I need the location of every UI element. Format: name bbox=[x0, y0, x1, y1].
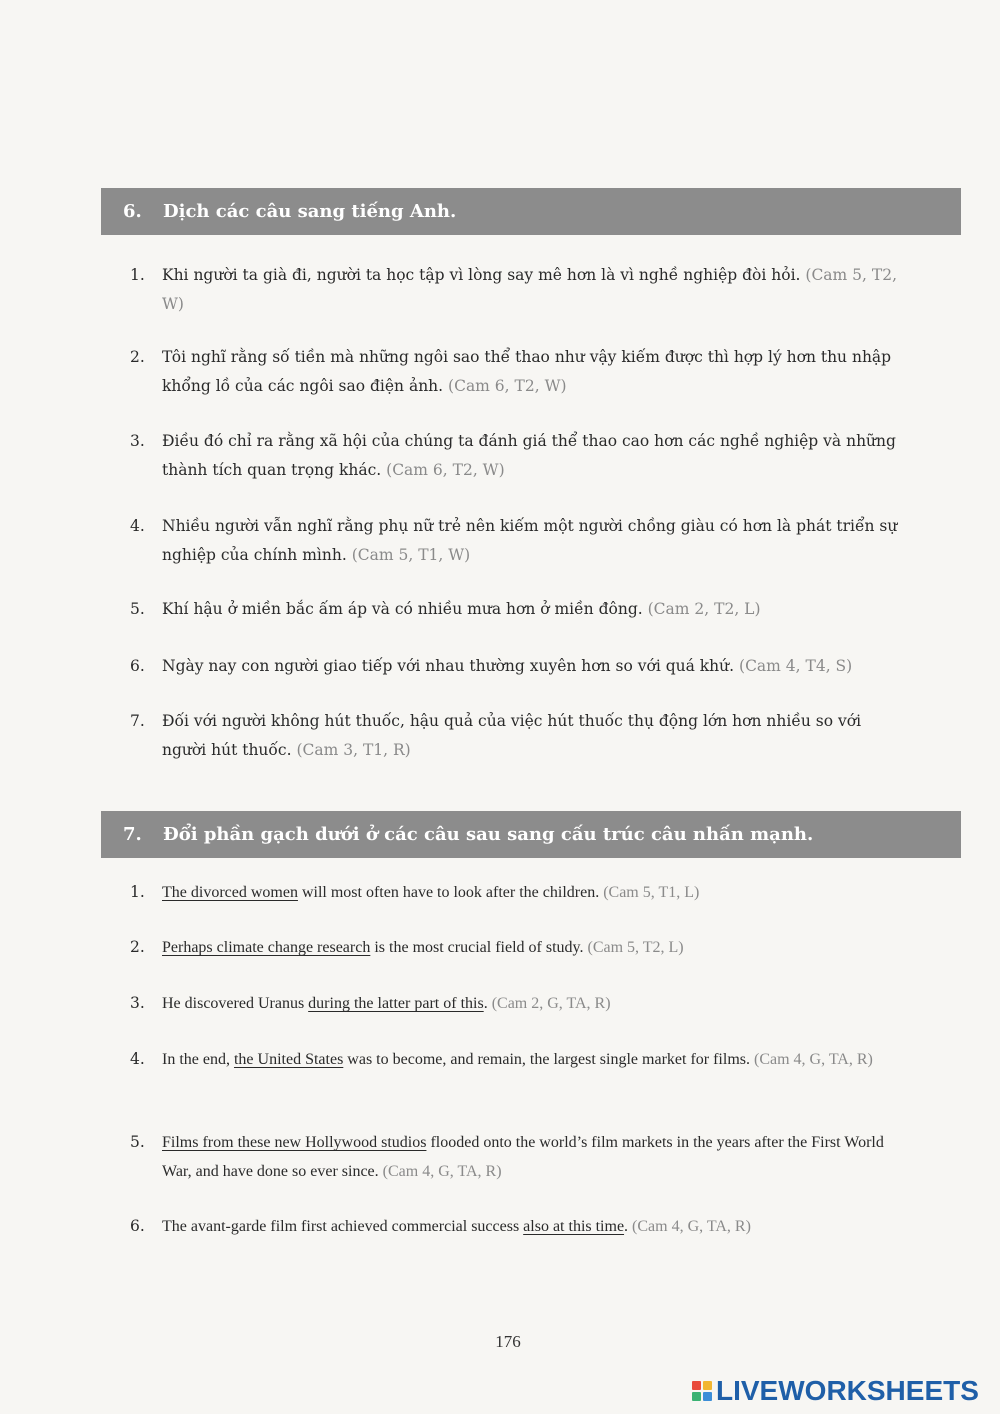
item-text-after: is the most crucial field of study. bbox=[370, 939, 584, 956]
section-7-item-3 bbox=[130, 989, 900, 1018]
item-text-before: He discovered Uranus bbox=[162, 995, 309, 1012]
section-7-number: 7. bbox=[123, 824, 142, 845]
item-text-after: will most often have to look after the children. bbox=[297, 884, 600, 901]
item-reference: (Cam 2, T2, L) bbox=[647, 600, 761, 618]
item-text-before: In the end, bbox=[162, 1051, 234, 1068]
item-text: Nhiều người vẫn nghĩ rằng phụ nữ trẻ nên kiếm một người chồng giàu có hơn là phát triển sự nghiệp của chính mình. bbox=[162, 517, 898, 564]
item-number: 6. bbox=[130, 657, 145, 675]
section-7-title: Đổi phần gạch dưới ở các câu sau sang cấu trúc câu nhấn mạnh. bbox=[163, 824, 814, 845]
underlined-phrase: during the latter part of this bbox=[308, 995, 484, 1012]
item-text: Đối với người không hút thuốc, hậu quả của việc hút thuốc thụ động lớn hơn nhiều so với người hút thuốc. bbox=[162, 712, 862, 759]
section-6-item-5 bbox=[130, 595, 900, 624]
item-number: 4. bbox=[130, 1050, 145, 1068]
section-6-item-2 bbox=[130, 343, 900, 401]
item-text: Tôi nghĩ rằng số tiền mà những ngôi sao thể thao như vậy kiếm được thì hợp lý hơn thu nhập khổng lồ của các ngôi sao điện ảnh. bbox=[162, 348, 892, 395]
item-text-after: flooded onto the world’s film markets in the years after the First World War, and have done so ever since. bbox=[162, 1134, 884, 1180]
item-reference: (Cam 5, T2, W) bbox=[162, 266, 898, 313]
item-text-before: The avant-garde film first achieved commercial success bbox=[162, 1218, 524, 1235]
item-number: 1. bbox=[130, 883, 145, 901]
section-7-item-2 bbox=[130, 933, 900, 962]
item-number: 2. bbox=[130, 938, 145, 956]
item-number: 6. bbox=[130, 1217, 145, 1235]
item-reference: (Cam 2, G, TA, R) bbox=[491, 995, 611, 1012]
item-number: 1. bbox=[130, 266, 145, 284]
section-6-item-6 bbox=[130, 652, 900, 681]
item-text: Khí hậu ở miền bắc ấm áp và có nhiều mưa hơn ở miền đông. bbox=[162, 600, 643, 618]
section-7-item-5 bbox=[130, 1128, 900, 1186]
underlined-phrase: Films from these new Hollywood studios bbox=[162, 1134, 427, 1151]
item-text-after: was to become, and remain, the largest single market for films. bbox=[343, 1051, 750, 1068]
item-reference: (Cam 4, G, TA, R) bbox=[382, 1163, 502, 1180]
section-7-header bbox=[101, 811, 961, 858]
liveworksheets-logo bbox=[692, 1375, 979, 1407]
item-reference: (Cam 4, T4, S) bbox=[739, 657, 853, 675]
liveworksheets-icon bbox=[692, 1381, 712, 1401]
item-reference: (Cam 5, T1, W) bbox=[351, 546, 471, 564]
item-reference: (Cam 6, T2, W) bbox=[386, 461, 505, 479]
item-text: Khi người ta già đi, người ta học tập vì lòng say mê hơn là vì nghề nghiệp đòi hỏi. bbox=[162, 266, 801, 284]
brand-name: LIVEWORKSHEETS bbox=[716, 1375, 979, 1406]
item-reference: (Cam 5, T1, L) bbox=[603, 884, 700, 901]
section-6-item-7 bbox=[130, 707, 900, 765]
item-text-after: . bbox=[624, 1218, 629, 1235]
item-number: 2. bbox=[130, 348, 145, 366]
item-reference: (Cam 4, G, TA, R) bbox=[632, 1218, 751, 1235]
section-6-number: 6. bbox=[123, 201, 142, 222]
item-text: Điều đó chỉ ra rằng xã hội của chúng ta đánh giá thể thao cao hơn các nghề nghiệp và những thành tích quan trọng khác. bbox=[162, 432, 896, 479]
section-6-item-1 bbox=[130, 261, 900, 319]
section-6-item-3 bbox=[130, 427, 900, 485]
item-number: 3. bbox=[130, 432, 145, 450]
underlined-phrase: Perhaps climate change research bbox=[162, 939, 371, 956]
section-6-title: Dịch các câu sang tiếng Anh. bbox=[163, 201, 457, 222]
page-number: 176 bbox=[495, 1332, 521, 1351]
underlined-phrase: the United States bbox=[233, 1051, 344, 1068]
section-6-header bbox=[101, 188, 961, 235]
item-number: 3. bbox=[130, 994, 145, 1012]
item-text: Ngày nay con người giao tiếp với nhau thường xuyên hơn so với quá khứ. bbox=[162, 657, 735, 675]
section-7-item-1 bbox=[130, 878, 900, 907]
section-7-item-6 bbox=[130, 1212, 900, 1241]
underlined-phrase: also at this time bbox=[523, 1218, 625, 1235]
item-number: 5. bbox=[130, 600, 145, 618]
item-reference: (Cam 3, T1, R) bbox=[296, 741, 411, 759]
item-reference: (Cam 4, G, TA, R) bbox=[754, 1051, 873, 1068]
item-text-after: . bbox=[483, 995, 488, 1012]
item-number: 7. bbox=[130, 712, 145, 730]
item-reference: (Cam 5, T2, L) bbox=[587, 939, 684, 956]
section-7-item-4 bbox=[130, 1045, 900, 1074]
item-reference: (Cam 6, T2, W) bbox=[448, 377, 567, 395]
section-6-item-4 bbox=[130, 512, 900, 570]
underlined-phrase: The divorced women bbox=[162, 884, 298, 901]
item-number: 4. bbox=[130, 517, 145, 535]
item-number: 5. bbox=[130, 1133, 145, 1151]
